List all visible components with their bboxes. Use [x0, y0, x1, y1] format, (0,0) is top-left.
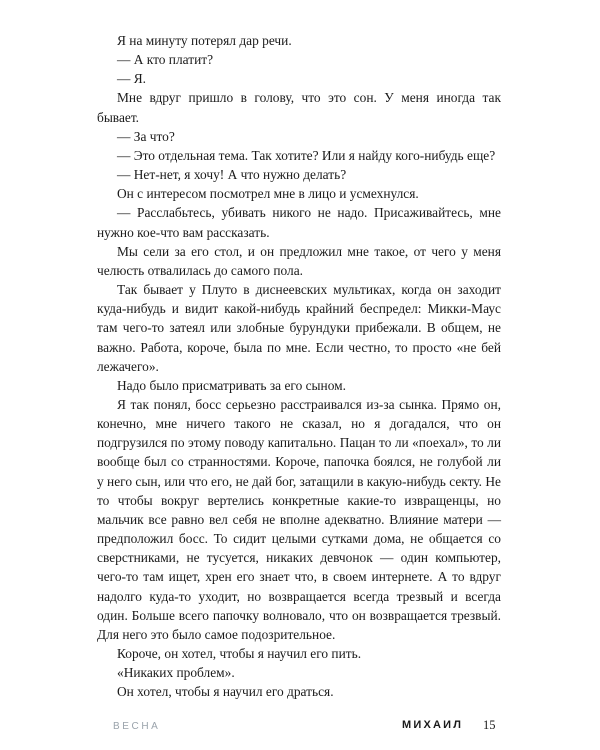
paragraph: Мы сели за его стол, и он предложил мне такое, от чего у меня челюсть отвалилась до самого пола.	[97, 243, 501, 278]
paragraph: Он с интересом посмотрел мне в лицо и усмехнулся.	[117, 186, 419, 202]
paragraph: Так бывает у Плуто в диснеевских мультиках, когда он заходит куда-нибудь и видит какой-нибудь крайний беспредел: Микки-Маус там чего-то затеял или злобные бурундуки прибежали. В общем, не важно. Работа, короче, была по мне. Если честно, то просто «не бей лежачего».	[97, 282, 501, 374]
paragraph: «Никаких проблем».	[117, 665, 235, 681]
paragraph: — Я.	[117, 71, 147, 87]
paragraph: Я на минуту потерял дар речи.	[117, 33, 292, 48]
paragraph: Он хотел, чтобы я научил его драться.	[117, 684, 334, 700]
paragraph: Короче, он хотел, чтобы я научил его пить.	[117, 646, 362, 661]
paragraph: — А кто платит?	[117, 52, 214, 68]
body-text	[97, 31, 501, 701]
paragraph: — Расслабьтесь, убивать никого не надо. Присаживайтесь, мне нужно кое-что вам рассказать.	[97, 205, 501, 240]
paragraph: Надо было присматривать за его сыном.	[117, 377, 346, 393]
paragraph: Мне вдруг пришло в голову, что это сон. У меня иногда так бывает.	[97, 90, 501, 125]
page-number: 15	[483, 718, 496, 732]
paragraph: Я так понял, босс серьезно расстраивался из-за сынка. Прямо он, конечно, мне ничего такого не сказал, но я догадался, что он подгрузился по этому поводу капитально. Пацан то ли «поехал», то ли вообще был со странностями. Короче, папочка боялся, не голубой ли у него сын, или что его, не дай бог, затащили в какую-нибудь секту. Не то чтобы вокруг вертелись конкретные какие-то извращенцы, но мальчик все равно вел себя не вполне адекватно. Влияние матери — предположил босс. То сидит целыми сутками дома, не общается со сверстниками, не тусуется, никаких девчонок — один компьютер, чего-то там ищет, хрен его знает что, в своем интернете. А то вдруг надолго куда-то уходит, но возвращается всегда трезвый и всегда один. Больше всего папочку волновало, что он возвращается трезвый. Для него это было самое подозрительное.	[97, 396, 501, 642]
running-footer-chapter: МИХАИЛ	[402, 719, 464, 731]
paragraph: — Это отдельная тема. Так хотите? Или я найду кого-нибудь еще?	[117, 147, 496, 163]
paragraph: — Нет-нет, я хочу! А что нужно делать?	[117, 167, 347, 183]
paragraph: — За что?	[117, 128, 175, 144]
running-footer-section: ВЕСНА	[113, 721, 161, 732]
